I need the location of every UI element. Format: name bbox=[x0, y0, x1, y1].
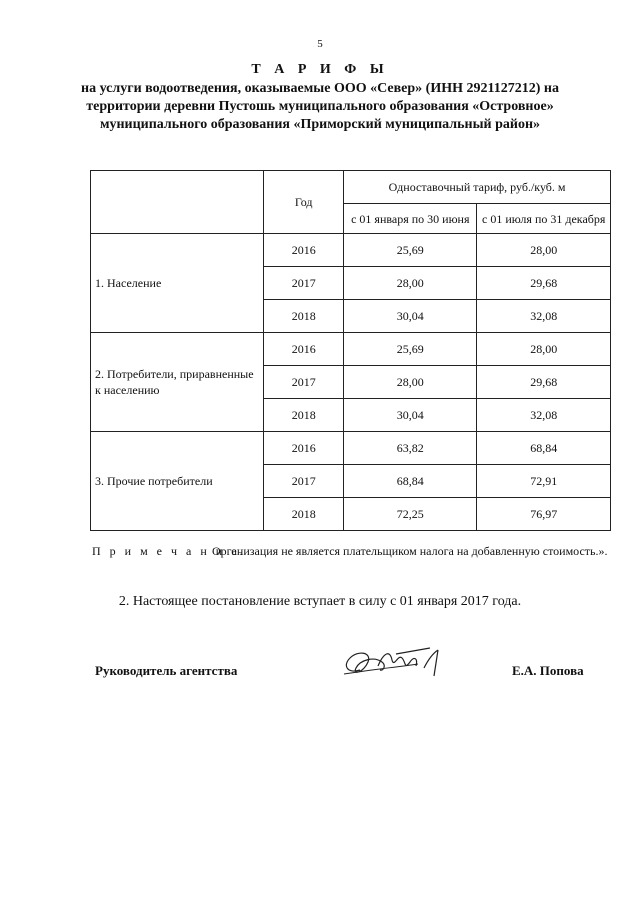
tariff-column-header: Одноставочный тариф, руб./куб. м bbox=[344, 171, 611, 204]
tariff-h1-cell: 28,00 bbox=[344, 366, 477, 399]
note-text: Организация не является плательщиком налога на добавленную стоимость.». bbox=[212, 544, 608, 558]
tariff-h1-cell: 68,84 bbox=[344, 465, 477, 498]
document-title: Т А Р И Ф Ы bbox=[251, 62, 389, 77]
tariff-h1-cell: 25,69 bbox=[344, 333, 477, 366]
consumer-group-label: 2. Потребители, приравненные к населению bbox=[91, 333, 264, 432]
year-cell: 2018 bbox=[264, 498, 344, 531]
year-cell: 2018 bbox=[264, 399, 344, 432]
year-cell: 2016 bbox=[264, 234, 344, 267]
period-2-header: с 01 июля по 31 декабря bbox=[477, 204, 611, 234]
table-row bbox=[91, 432, 611, 465]
consumer-group-label: 3. Прочие потребители bbox=[91, 432, 264, 531]
year-cell: 2016 bbox=[264, 432, 344, 465]
tariff-h2-cell: 29,68 bbox=[477, 366, 611, 399]
period-1-header: с 01 января по 30 июня bbox=[344, 204, 477, 234]
handwritten-signature bbox=[338, 640, 450, 686]
signer-position: Руководитель агентства bbox=[95, 663, 238, 678]
year-cell: 2017 bbox=[264, 366, 344, 399]
table-row bbox=[91, 333, 611, 366]
tariff-h1-cell: 63,82 bbox=[344, 432, 477, 465]
note-label: П р и м е ч а н и е. bbox=[92, 544, 246, 558]
tariff-table bbox=[90, 170, 611, 531]
tariff-h2-cell: 28,00 bbox=[477, 333, 611, 366]
table-header-row bbox=[91, 171, 611, 204]
tariff-h1-cell: 25,69 bbox=[344, 234, 477, 267]
consumer-group-label: 1. Население bbox=[91, 234, 264, 333]
tariff-h2-cell: 72,91 bbox=[477, 465, 611, 498]
table-row bbox=[91, 234, 611, 267]
year-cell: 2017 bbox=[264, 465, 344, 498]
year-cell: 2017 bbox=[264, 267, 344, 300]
year-cell: 2016 bbox=[264, 333, 344, 366]
tariff-h2-cell: 68,84 bbox=[477, 432, 611, 465]
year-cell: 2018 bbox=[264, 300, 344, 333]
year-column-header: Год bbox=[264, 171, 344, 234]
tariff-h2-cell: 29,68 bbox=[477, 267, 611, 300]
tariff-h2-cell: 76,97 bbox=[477, 498, 611, 531]
tariff-h1-cell: 30,04 bbox=[344, 300, 477, 333]
document-subtitle: на услуги водоотведения, оказываемые ООО «Север» (ИНН 2921127212) на территории деревни Пустошь муниципального образования «Островное» муниципального образования «Приморский муниципальный район» bbox=[81, 81, 559, 132]
tariff-h1-cell: 72,25 bbox=[344, 498, 477, 531]
tariff-h1-cell: 30,04 bbox=[344, 399, 477, 432]
signer-name: Е.А. Попова bbox=[512, 663, 584, 678]
page-number: 5 bbox=[317, 38, 323, 50]
tariff-h2-cell: 32,08 bbox=[477, 399, 611, 432]
tariff-h2-cell: 28,00 bbox=[477, 234, 611, 267]
tariff-h2-cell: 32,08 bbox=[477, 300, 611, 333]
tariff-h1-cell: 28,00 bbox=[344, 267, 477, 300]
effective-date-clause: 2. Настоящее постановление вступает в силу с 01 января 2017 года. bbox=[118, 594, 522, 609]
consumer-column-header bbox=[91, 171, 264, 234]
